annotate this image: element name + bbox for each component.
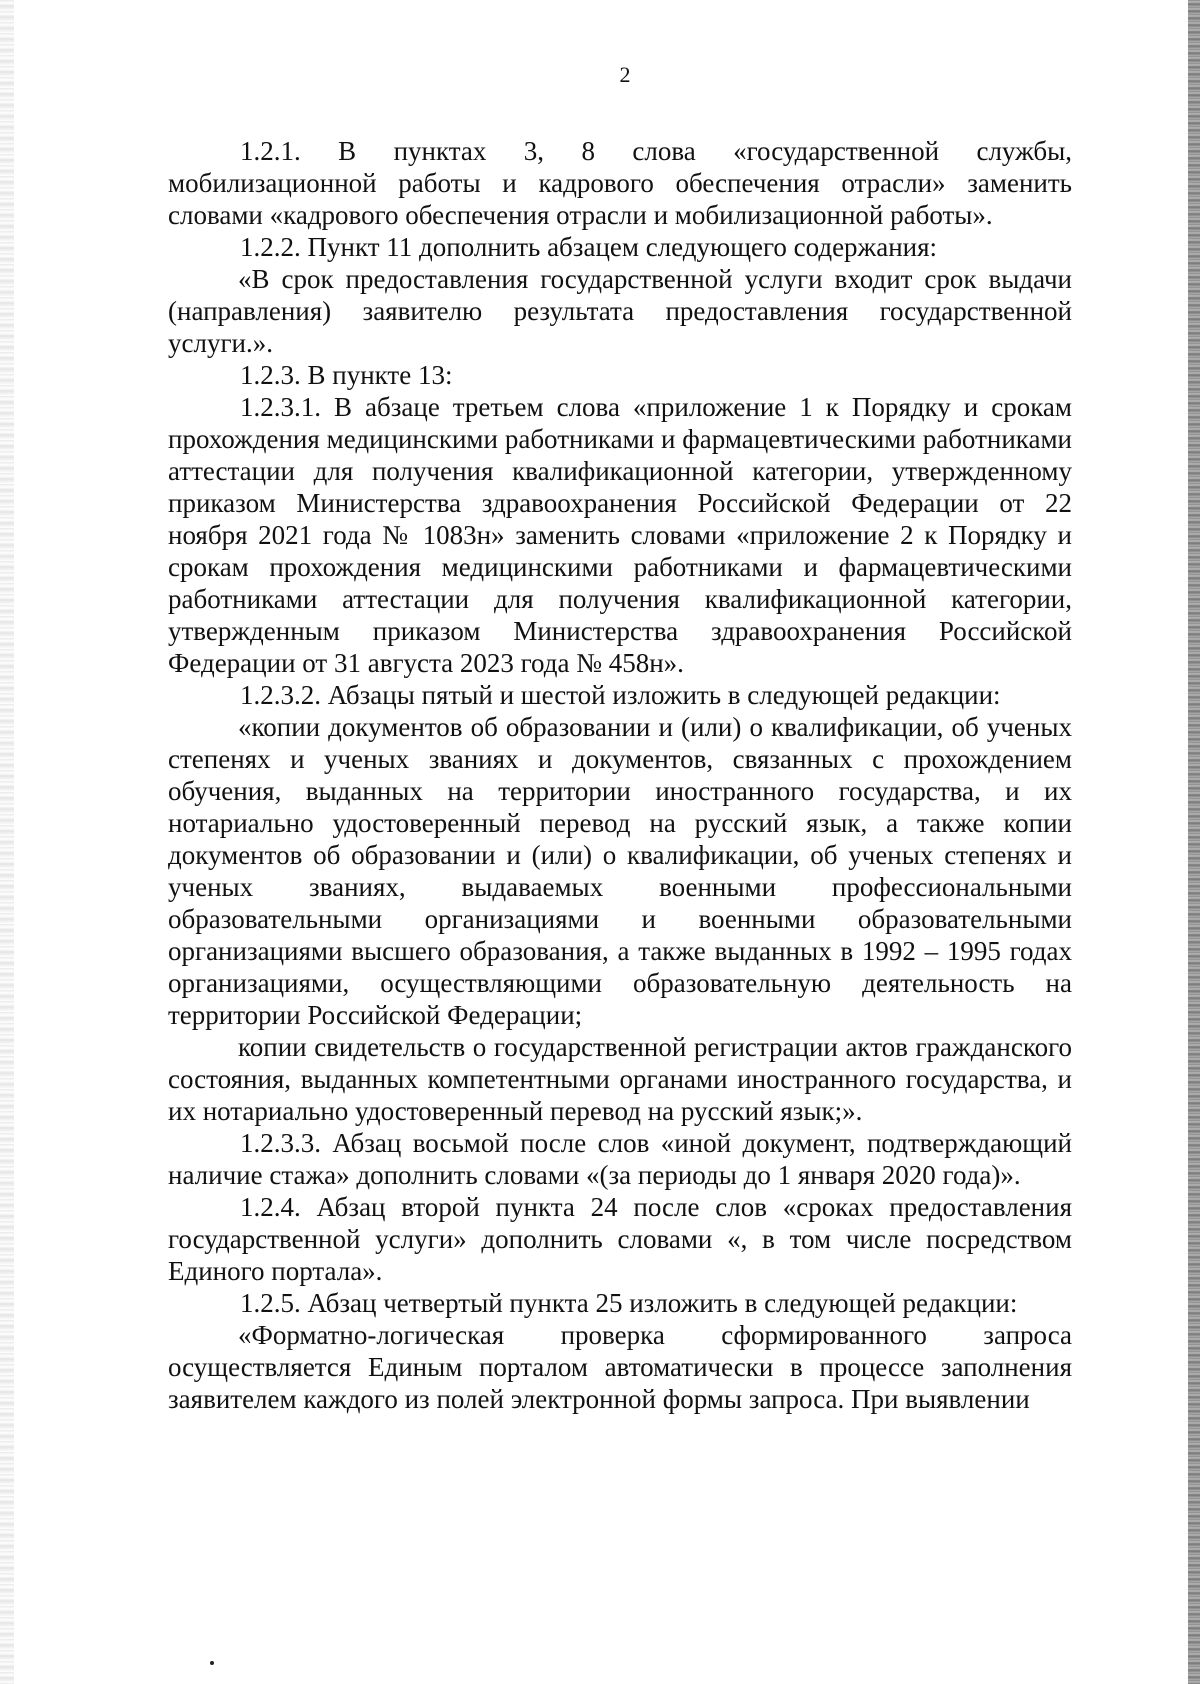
paragraph-1-2-3-1: 1.2.3.1. В абзаце третьем слова «приложение 1 к Порядку и срокам прохождения медицинскими работниками и фармацевтическими работниками аттестации для получения квалификационной категории, утвержденному приказом Министерства здравоохранения Российской Федерации от 22 ноября 2021 года № 1083н» заменить словами «приложение 2 к Порядку и срокам прохождения медицинскими работниками и фармацевтическими работниками аттестации для получения квалификационной категории, утвержденным приказом Министерства здравоохранения Российской Федерации от 31 августа 2023 года № 458н». [168,392,1072,678]
paragraph-1-2-3: 1.2.3. В пункте 13: [240,360,453,390]
page-number: 2 [619,62,631,87]
stray-dot [210,1661,214,1665]
scan-edge-right [1188,0,1200,1684]
paragraph-1-2-2-quote: «В срок предоставления государственной услуги входит срок выдачи (направления) заявителю результата предоставления государственной услуги.». [168,264,1072,358]
paragraph-1-2-3-3: 1.2.3.3. Абзац восьмой после слов «иной документ, подтверждающий наличие стажа» дополнить словами «(за периоды до 1 января 2020 года)». [168,1128,1072,1190]
paragraph-1-2-5: 1.2.5. Абзац четвертый пункта 25 изложить в следующей редакции: [240,1288,1018,1318]
paragraph-1-2-1: 1.2.1. В пунктах 3, 8 слова «государственной службы, мобилизационной работы и кадрового обеспечения отрасли» заменить словами «кадрового обеспечения отрасли и мобилизационной работы». [168,136,1072,230]
paragraph-1-2-2: 1.2.2. Пункт 11 дополнить абзацем следующего содержания: [240,232,938,262]
paragraph-1-2-3-2-quote-2: копии свидетельств о государственной регистрации актов гражданского состояния, выданных компетентными органами иностранного государства, и их нотариально удостоверенный перевод на русский язык;». [168,1032,1072,1126]
document-body [168,135,1072,1415]
paragraph-1-2-5-quote: «Форматно-логическая проверка сформированного запроса осуществляется Единым порталом автоматически в процессе заполнения заявителем каждого из полей электронной формы запроса. При выявлении [168,1320,1072,1414]
scan-edge-left [0,0,14,1684]
paragraph-1-2-3-2-quote-1: «копии документов об образовании и (или) о квалификации, об ученых степенях и ученых званиях и документов, связанных с прохождением обучения, выданных на территории иностранного государства, и их нотариально удостоверенный перевод на русский язык, а также копии документов об образовании и (или) о квалификации, об ученых степенях и ученых званиях, выдаваемых военными профессиональными образовательными организациями и военными образовательными организациями высшего образования, а также выданных в 1992 – 1995 годах организациями, осуществляющими образовательную деятельность на территории Российской Федерации; [168,712,1072,1030]
paragraph-1-2-4: 1.2.4. Абзац второй пункта 24 после слов «сроках предоставления государственной услуги» дополнить словами «, в том числе посредством Единого портала». [168,1192,1072,1286]
paragraph-1-2-3-2: 1.2.3.2. Абзацы пятый и шестой изложить в следующей редакции: [240,680,1001,710]
